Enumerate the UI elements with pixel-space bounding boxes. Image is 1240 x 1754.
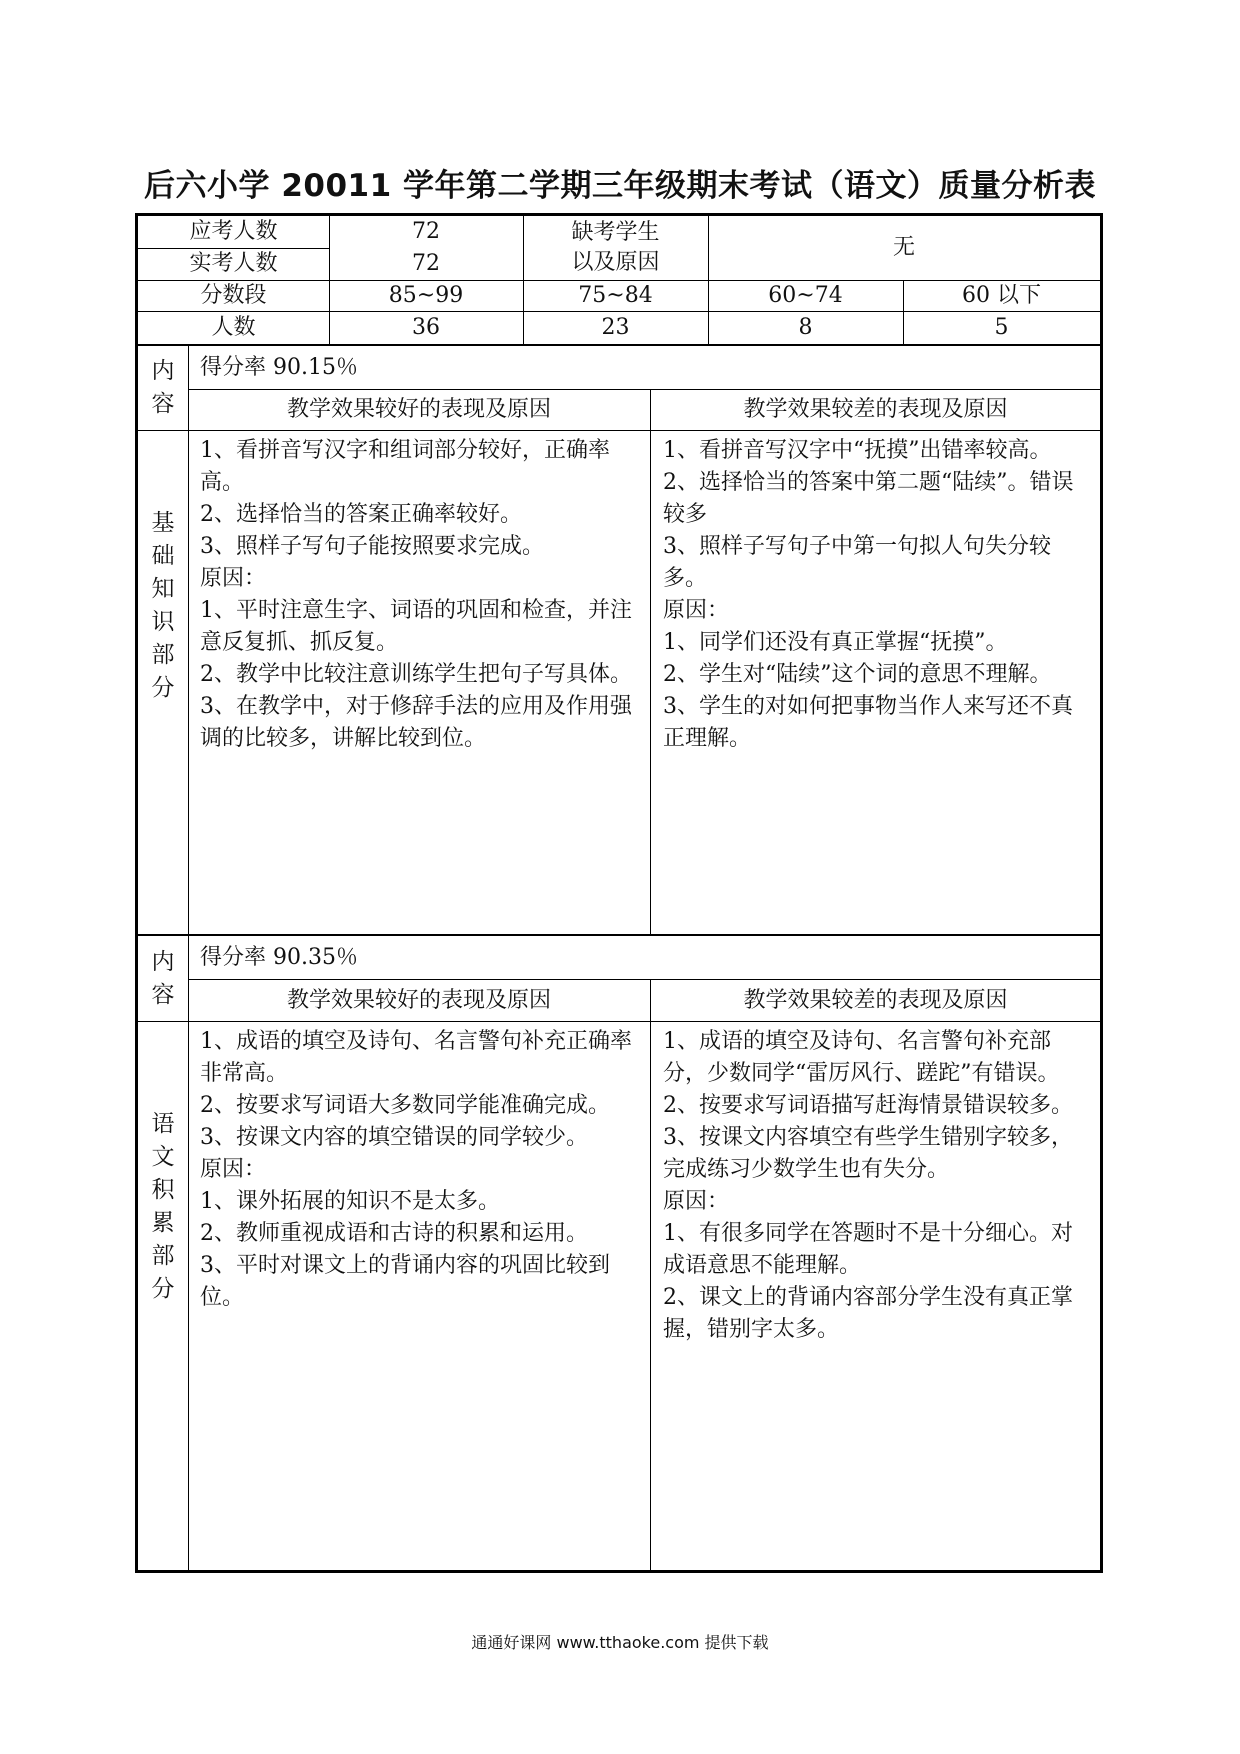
expected-count-value: 72 <box>412 219 440 244</box>
student-count-label: 人数 <box>211 314 256 340</box>
section1-content-label: 内 容 <box>151 358 175 417</box>
student-count-2: 23 <box>601 314 630 340</box>
section2-score-rate: 得分率 90.35％ <box>200 944 358 970</box>
section1-bad-text: 1、看拼音写汉字中“抚摸”出错率较高。 2、选择恰当的答案中第二题“陆续”。错误较多 3、照样子写句子中第一句拟人句失分较多。 原因： 1、同学们还没有真正掌握“抚摸”。 2、学生对“陆续”这个词的意思不理解。 3、学生的对如何把事物当作人来写还不真正理解。 <box>663 438 1074 751</box>
score-range-label: 分数段 <box>200 282 267 308</box>
score-range-3: 60~74 <box>768 282 843 308</box>
section1-good-text: 1、看拼音写汉字和组词部分较好，正确率高。 2、选择恰当的答案正确率较好。 3、照样子写句子能按照要求完成。 原因： 1、平时注意生字、词语的巩固和检查，并注意反复抓、抓反复。 2、教学中比较注意训练学生把句子写具体。 3、在教学中，对于修辞手法的应用及作用强调的比较多，讲解比较到位。 <box>200 438 632 751</box>
absent-students-label: 缺考学生 以及原因 <box>571 220 660 275</box>
section1-category-label: 基 础 知 识 部 分 <box>151 510 175 701</box>
section2-bad-header: 教学效果较差的表现及原因 <box>743 987 1008 1013</box>
actual-count-value: 72 <box>412 251 440 276</box>
student-count-4: 5 <box>994 314 1009 340</box>
student-count-3: 8 <box>798 314 813 340</box>
expected-count-label: 应考人数 <box>189 219 278 244</box>
section2-category-label: 语 文 积 累 部 分 <box>151 1111 175 1302</box>
section2-bad-text: 1、成语的填空及诗句、名言警句补充部分，少数同学“雷厉风行、蹉跎”有错误。 2、按要求写词语描写赶海情景错误较多。 3、按课文内容填空有些学生错别字较多，完成练习少数学生也有失分。 原因： 1、有很多同学在答题时不是十分细心。对成语意思不能理解。 2、课文上的背诵内容部分学生没有真正掌握，错别字太多。 <box>663 1029 1073 1342</box>
section2-content-label: 内 容 <box>151 948 175 1008</box>
section1-bad-header: 教学效果较差的表现及原因 <box>743 397 1008 422</box>
student-count-1: 36 <box>412 314 440 340</box>
section2-good-text: 1、成语的填空及诗句、名言警句补充正确率非常高。 2、按要求写词语大多数同学能准确完成。 3、按课文内容的填空错误的同学较少。 原因： 1、课外拓展的知识不是太多。 2、教师重视成语和古诗的积累和运用。 3、平时对课文上的背诵内容的巩固比较到位。 <box>200 1029 632 1310</box>
score-range-1: 85~99 <box>388 282 464 308</box>
page-title: 后六小学 20011 学年第二学期三年级期末考试（语文）质量分析表 <box>144 168 1096 204</box>
actual-count-label: 实考人数 <box>189 251 278 276</box>
section2-good-header: 教学效果较好的表现及原因 <box>286 987 551 1013</box>
footer-credit: 通通好课网 www.tthaoke.com 提供下载 <box>471 1633 769 1652</box>
score-range-4: 60 以下 <box>962 282 1041 308</box>
absent-students-value: 无 <box>892 235 915 260</box>
score-range-2: 75~84 <box>578 282 653 308</box>
section1-score-rate: 得分率 90.15％ <box>200 354 358 380</box>
analysis-table <box>135 213 1103 1573</box>
section1-good-header: 教学效果较好的表现及原因 <box>286 397 551 422</box>
